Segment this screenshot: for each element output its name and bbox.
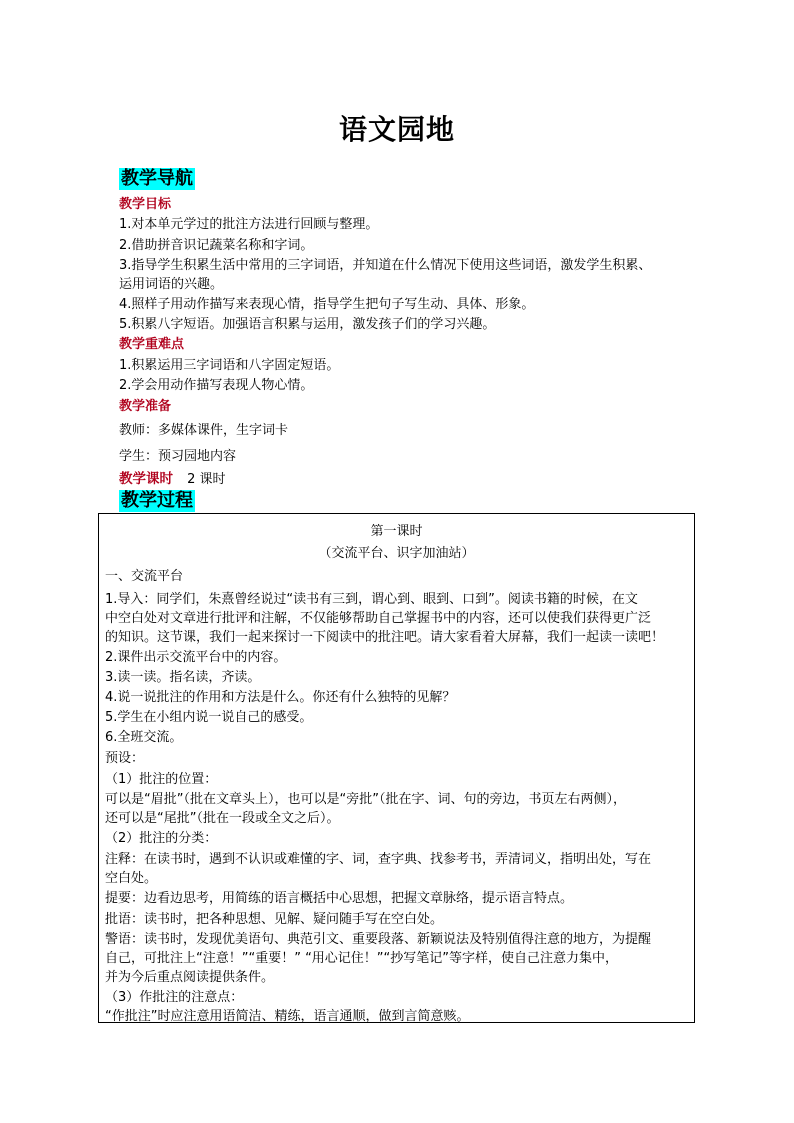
table-line: 2.课件出示交流平台中的内容。 bbox=[105, 650, 287, 665]
lesson-subtitle: （交流平台、识字加油站） bbox=[318, 546, 475, 561]
goal-item: 1.对本单元学过的批注方法进行回顾与整理。 bbox=[119, 217, 379, 232]
key-point: 2.学会用动作描写表现人物心情。 bbox=[119, 378, 314, 393]
goal-item: 2.借助拼音识记蔬菜名称和字词。 bbox=[119, 238, 314, 253]
table-line: 注释：在读书时，遇到不认识或难懂的字、词，查字典、找参考书，弄清词义，指明出处，写在 bbox=[105, 852, 652, 867]
page-title: 语文园地 bbox=[338, 113, 455, 146]
goal-item: 运用词语的兴趣。 bbox=[119, 277, 224, 292]
table-line: 批语：读书时，把各种思想、见解、疑问随手写在空白处。 bbox=[105, 912, 444, 927]
key-heading: 教学重难点 bbox=[119, 337, 185, 352]
table-line: 中空白处对文章进行批评和注解，不仅能够帮助自己掌握书中的内容，还可以使我们获得更广泛 bbox=[105, 611, 652, 626]
table-line: 还可以是“尾批”（批在一段或全文之后）。 bbox=[105, 811, 340, 826]
table-line: 一、交流平台 bbox=[105, 569, 184, 584]
nav-heading: 教学导航 bbox=[121, 168, 193, 189]
hours-row bbox=[119, 467, 226, 487]
table-line: （2）批注的分类： bbox=[105, 831, 218, 846]
lesson-title: 第一课时 bbox=[370, 524, 423, 539]
table-line: 的知识。这节课，我们一起来探讨一下阅读中的批注吧。请大家看着大屏幕，我们一起读一读吧！ bbox=[105, 630, 665, 645]
table-line: （1）批注的位置： bbox=[105, 772, 218, 787]
table-line: 空白处。 bbox=[105, 871, 158, 886]
table-line: （3）作批注的注意点： bbox=[105, 990, 244, 1005]
prep-item: 教师：多媒体课件，生字词卡 bbox=[119, 423, 289, 438]
hours-value: 2 课时 bbox=[187, 472, 226, 487]
table-line: 4.说一说批注的作用和方法是什么。你还有什么独特的见解？ bbox=[105, 690, 456, 705]
prep-item: 学生：预习园地内容 bbox=[119, 449, 237, 464]
table-line: 5.学生在小组内说一说自己的感受。 bbox=[105, 710, 313, 725]
goal-item: 3.指导学生积累生活中常用的三字词语，并知道在什么情况下使用这些词语，激发学生积累、 bbox=[119, 258, 652, 273]
table-line: 1.导入：同学们，朱熹曾经说过“读书有三到，谓心到、眼到、口到”。阅读书籍的时候，在文 bbox=[105, 592, 638, 607]
goal-item: 4.照样子用动作描写来表现心情，指导学生把句子写生动、具体、形象。 bbox=[119, 297, 535, 312]
lesson-table bbox=[98, 513, 695, 1023]
goal-item: 5.积累八字短语。加强语言积累与运用，激发孩子们的学习兴趣。 bbox=[119, 317, 496, 332]
table-line: 自己，可批注上“注意！”“重要！” “用心记住！”“抄写笔记”等字样，使自己注意力集中， bbox=[105, 951, 619, 966]
table-line: 预设： bbox=[105, 751, 145, 766]
hours-label: 教学课时 bbox=[119, 471, 173, 487]
table-line: 可以是“眉批”（批在文章头上），也可以是“旁批”（批在字、词、句的旁边，书页左右两侧）， bbox=[105, 792, 626, 807]
key-point: 1.积累运用三字词语和八字固定短语。 bbox=[119, 358, 340, 373]
prep-heading: 教学准备 bbox=[119, 399, 172, 414]
table-line: 6.全班交流。 bbox=[105, 730, 183, 745]
process-heading: 教学过程 bbox=[121, 490, 193, 511]
table-line: 并为今后重点阅读提供条件。 bbox=[105, 970, 275, 985]
table-line: 提要：边看边思考，用简练的语言概括中心思想，把握文章脉络，提示语言特点。 bbox=[105, 891, 574, 906]
table-line: 警语：读书时，发现优美语句、典范引文、重要段落、新颖说法及特别值得注意的地方，为提醒 bbox=[105, 932, 652, 947]
table-line: 3.读一读。指名读，齐读。 bbox=[105, 670, 261, 685]
goals-heading: 教学目标 bbox=[119, 197, 172, 212]
table-line: “作批注”时应注意用语简洁、精练，语言通顺，做到言简意赅。 bbox=[105, 1009, 470, 1024]
